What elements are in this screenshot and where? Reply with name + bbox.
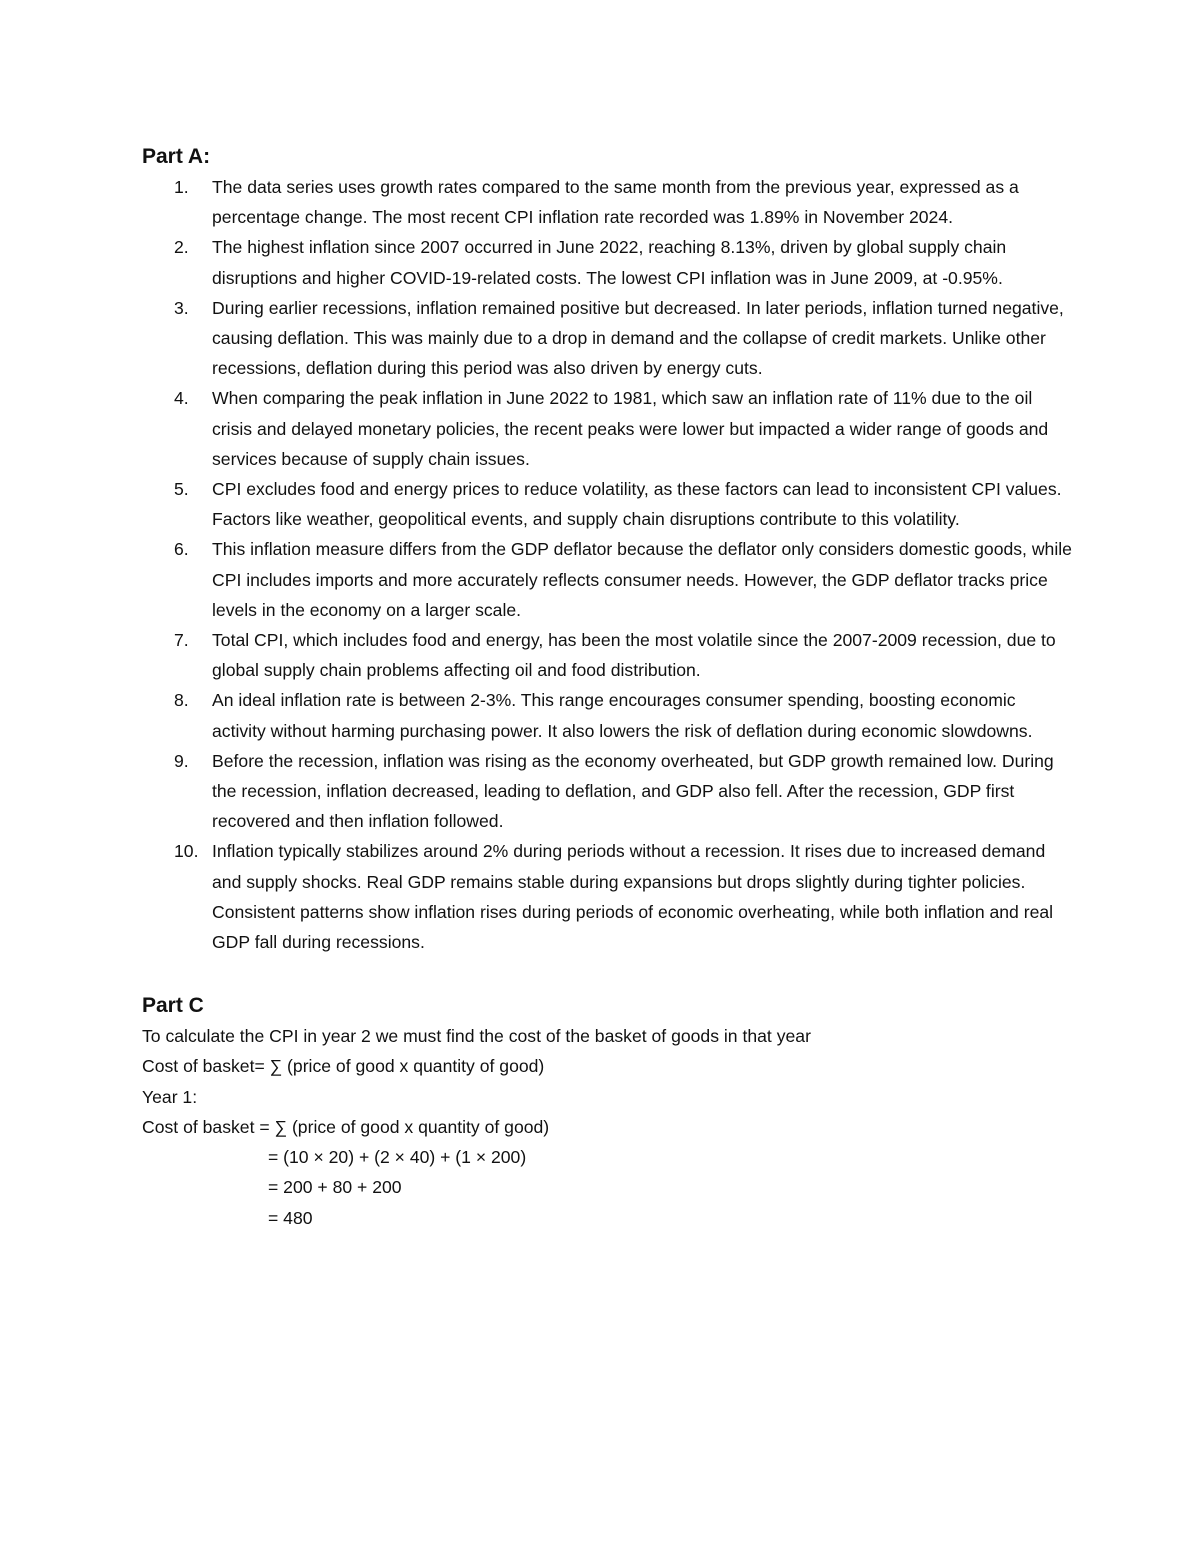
calculation-step: = (10 × 20) + (2 × 40) + (1 × 200) [268,1147,527,1168]
list-item [142,625,1072,685]
item-number: 8. [174,690,189,711]
list-item [142,746,1072,837]
list-item [142,474,1072,534]
part-a-heading: Part A: [142,145,211,168]
item-number: 5. [174,479,189,500]
list-item [142,172,1072,232]
item-text: Inflation typically stabilizes around 2% during periods without a recession. It rises due to increased demand and supply shocks. Real GDP remains stable during expansions but drops slightly during tighter policies. Consistent patterns show inflation rises during periods of economic overheating, while both inflation and real GDP fall during recessions. [212,841,1054,953]
part-c-heading: Part C [142,994,204,1018]
item-text: An ideal inflation rate is between 2-3%. This range encourages consumer spending, boosting economic activity without harming purchasing power. It also lowers the risk of deflation during economic slowdowns. [212,690,1033,741]
item-text: The data series uses growth rates compared to the same month from the previous year, expressed as a percentage change. The most recent CPI inflation rate recorded was 1.89% in November 2024. [212,177,1019,228]
list-item [142,534,1072,625]
list-item [142,383,1072,474]
calculation-step: = 200 + 80 + 200 [268,1177,402,1198]
item-number: 6. [174,539,189,560]
item-text: When comparing the peak inflation in June 2022 to 1981, which saw an inflation rate of 11% due to the oil crisis and delayed monetary policies, the recent peaks were lower but impacted a wider range of goods and services because of supply chain issues. [212,388,1049,469]
item-number: 1. [174,177,189,197]
item-number: 2. [174,237,189,258]
list-item [142,836,1072,957]
item-number: 3. [174,297,189,318]
item-number: 4. [174,388,189,409]
item-text: CPI excludes food and energy prices to reduce volatility, as these factors can lead to inconsistent CPI values. Factors like weather, geopolitical events, and supply chain disruptions contribute to this volatility. [212,479,1062,530]
cost-of-basket-line: Cost of basket = ∑ (price of good x quantity of good) [142,1116,550,1137]
item-text: Before the recession, inflation was rising as the economy overheated, but GDP growth remained low. During the recession, inflation decreased, leading to deflation, and GDP also fell. After the recession, GDP first recovered and then inflation followed. [212,750,1054,832]
item-text: This inflation measure differs from the GDP deflator because the deflator only considers domestic goods, while CPI includes imports and more accurately reflects consumer needs. However, the GDP deflator tracks price levels in the economy on a larger scale. [212,539,1072,620]
part-c-intro: To calculate the CPI in year 2 we must find the cost of the basket of goods in that year [142,1026,811,1047]
list-item [142,232,1072,292]
item-text: Total CPI, which includes food and energy, has been the most volatile since the 2007-2009 recession, due to global supply chain problems affecting oil and food distribution. [212,630,1056,681]
part-a-answer-list [142,172,1072,957]
item-number: 7. [174,630,189,651]
item-text: During earlier recessions, inflation remained positive but decreased. In later periods, inflation turned negative, causing deflation. This was mainly due to a drop in demand and the collapse of credit markets. Unlike other recessions, deflation during this period was also driven by energy cuts. [212,297,1064,379]
item-number: 10. [174,841,199,862]
document-page [142,142,1072,1233]
basket-formula: Cost of basket= ∑ (price of good x quantity of good) [142,1056,545,1077]
calculation-result: = 480 [268,1207,313,1228]
list-item [142,685,1072,745]
list-item [142,293,1072,384]
item-number: 9. [174,750,189,771]
item-text: The highest inflation since 2007 occurred in June 2022, reaching 8.13%, driven by global supply chain disruptions and higher COVID-19-related costs. The lowest CPI inflation was in June 2009, at -0.95%. [212,237,1007,288]
year-label: Year 1: [142,1086,198,1107]
